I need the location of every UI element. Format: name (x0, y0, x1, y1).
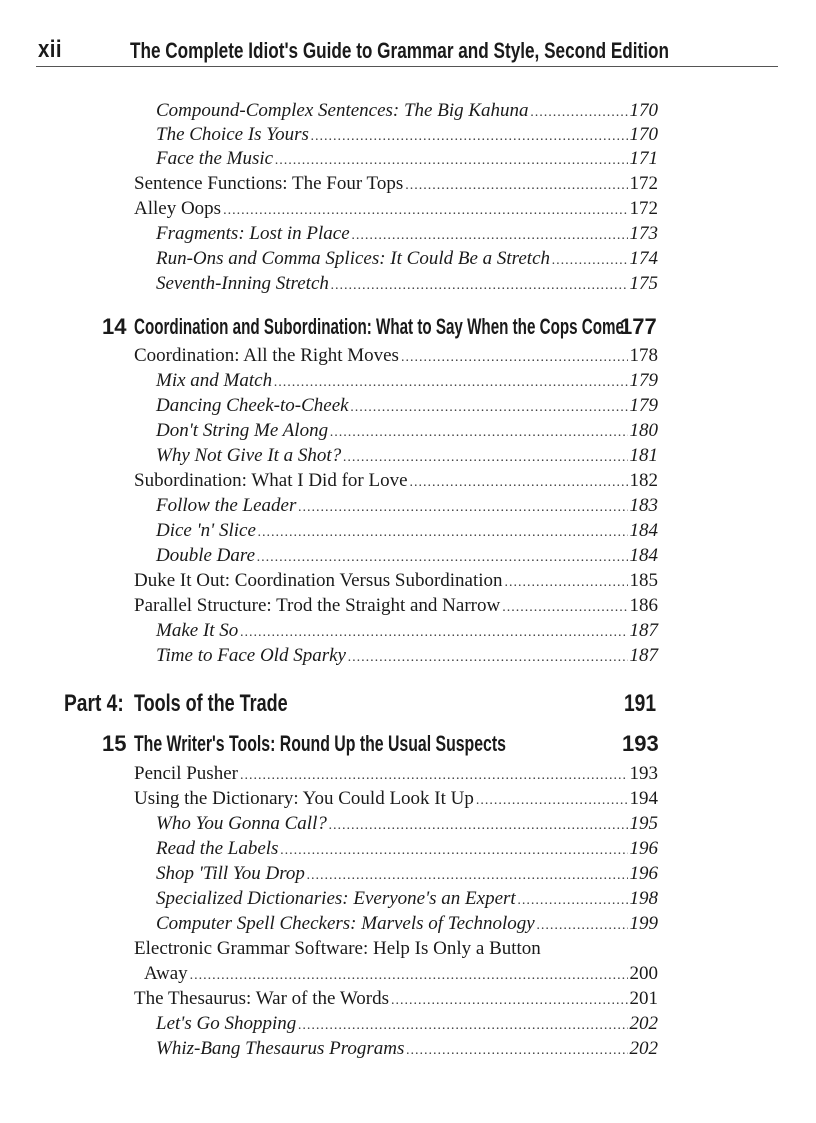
chapter-page: 177 (620, 314, 657, 339)
toc-entry: Alley Oops ..... 172 (134, 198, 658, 220)
part-title: Tools of the Trade (134, 690, 288, 717)
toc-entry: Using the Dictionary: You Could Look It Up ..... 194 (134, 788, 658, 810)
toc-entry: Follow the Leader ..... 183 (156, 495, 658, 517)
chapter-title: The Writer's Tools: Round Up the Usual Suspects (134, 731, 506, 756)
toc-entry: Mix and Match ..... 179 (156, 370, 658, 392)
part-heading (0, 690, 816, 718)
toc-entry: Coordination: All the Right Moves ..... 178 (134, 345, 658, 367)
chapter-heading (0, 730, 816, 758)
toc-entry-wrapped-line1: Electronic Grammar Software: Help Is Only a Button (134, 938, 541, 959)
toc-entry: Dancing Cheek-to-Cheek ..... 179 (156, 395, 658, 417)
toc-entry-wrapped-line2: Away ..... 200 (144, 963, 658, 985)
chapter-number: 14 (102, 314, 127, 339)
toc-entry: Shop 'Till You Drop ..... 196 (156, 863, 658, 885)
toc-entry: Make It So ..... 187 (156, 620, 658, 642)
toc-entry: Who You Gonna Call? ..... 195 (156, 813, 658, 835)
toc-entry: Specialized Dictionaries: Everyone's an Expert ..... 198 (156, 888, 658, 910)
header-book-title: The Complete Idiot's Guide to Grammar and Style, Second Edition (130, 38, 669, 63)
toc-entry: Pencil Pusher ..... 193 (134, 763, 658, 785)
part-page: 191 (624, 690, 657, 717)
toc-entry: Compound-Complex Sentences: The Big Kahuna ..... 170 (156, 100, 658, 122)
toc-entry: Run-Ons and Comma Splices: It Could Be a Stretch ..... 174 (156, 248, 658, 270)
toc-entry: Double Dare ..... 184 (156, 545, 658, 567)
toc-entry: Computer Spell Checkers: Marvels of Technology ..... 199 (156, 913, 658, 935)
chapter-page: 193 (622, 731, 659, 756)
toc-entry: The Thesaurus: War of the Words ..... 201 (134, 988, 658, 1010)
toc-entry: Why Not Give It a Shot? ..... 181 (156, 445, 658, 467)
toc-entry: Read the Labels ..... 196 (156, 838, 658, 860)
toc-entry: Face the Music ..... 171 (156, 148, 658, 170)
toc-entry: Subordination: What I Did for Love ..... 182 (134, 470, 658, 492)
chapter-title: Coordination and Subordination: What to Say When the Cops Come (134, 314, 624, 339)
toc-entry: Parallel Structure: Trod the Straight and Narrow ..... 186 (134, 595, 658, 617)
toc-entry: Don't String Me Along ..... 180 (156, 420, 658, 442)
toc-entry: Whiz-Bang Thesaurus Programs ..... 202 (156, 1038, 658, 1060)
chapter-heading (0, 313, 816, 341)
toc-entry: Sentence Functions: The Four Tops ..... 172 (134, 173, 658, 195)
toc-entry: The Choice Is Yours ..... 170 (156, 124, 658, 146)
header-page-number: xii (38, 36, 62, 63)
part-label: Part 4: (64, 690, 124, 717)
toc-entry: Fragments: Lost in Place ..... 173 (156, 223, 658, 245)
toc-entry: Duke It Out: Coordination Versus Subordination ..... 185 (134, 570, 658, 592)
toc-entry: Let's Go Shopping ..... 202 (156, 1013, 658, 1035)
toc-entry: Seventh-Inning Stretch ..... 175 (156, 273, 658, 295)
chapter-number: 15 (102, 731, 127, 756)
running-header (36, 36, 778, 67)
toc-entry: Dice 'n' Slice ..... 184 (156, 520, 658, 542)
toc-entry: Time to Face Old Sparky ..... 187 (156, 645, 658, 667)
